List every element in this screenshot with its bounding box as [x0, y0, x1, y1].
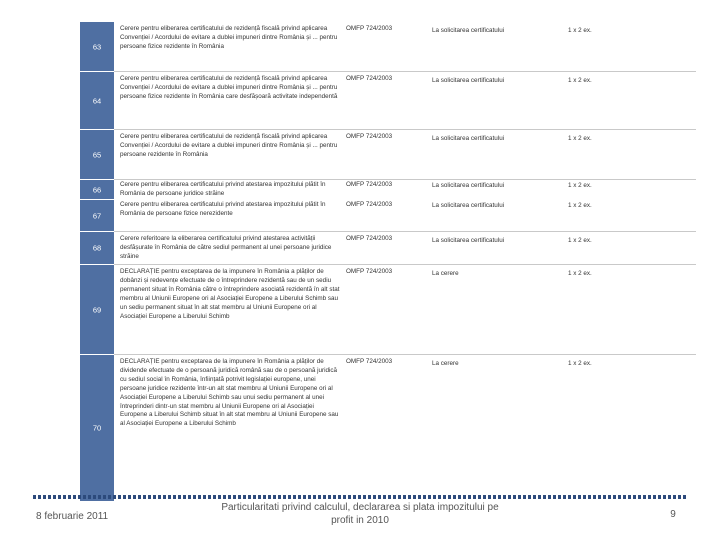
form-description: Cerere referitoare la eliberarea certificatului privind atestarea activității desfășurate în România de către sediul permanent al unei persoane juridice străine	[120, 235, 332, 260]
row-number-cell	[80, 22, 114, 72]
form-description: Cerere pentru eliberarea certificatului de rezidență fiscală privind aplicarea Convenției / Acordului de evitare a dublei impuneri dintre România și ... pentru persoane fizice rezidente în România care desfășoară activitate independentă	[120, 75, 338, 100]
footer-date: 8 februarie 2011	[36, 511, 109, 522]
form-description: DECLARAȚIE pentru exceptarea de la impunere în România a plăților de dividende efectuate de o persoană juridică română sau de o persoană juridică cu sediul social în România, înființată potrivit legislației europene, unei persoane juridice rezidente într-un alt stat membru al Uniunii Europene ori al Asociației Europene a Liberului Schimb sau unui sediu permanent al unei întreprinderi dintr-un stat membru al Uniunii Europene ori al Asociației Europene a Liberului Schimb situat în alt stat membru al Uniunii Europene sau al Asociației Europene a Liberului Schimb	[120, 358, 339, 428]
row-number-cell	[80, 265, 114, 355]
submission-mode: La cerere	[432, 360, 459, 367]
row-number-cell	[80, 200, 114, 232]
copies-count: 1 x 2 ex.	[568, 360, 592, 367]
copies-count: 1 x 2 ex.	[568, 270, 592, 277]
legal-reference: OMFP 724/2003	[346, 268, 393, 275]
row-number-cell	[80, 355, 114, 502]
form-description: Cerere pentru eliberarea certificatului privind atestarea impozitului plătit în România de persoane fizice nerezidente	[120, 201, 326, 217]
row-number-cell	[80, 180, 114, 200]
row-number: 63	[92, 42, 102, 51]
row-number: 70	[92, 423, 102, 433]
copies-count: 1 x 2 ex.	[568, 182, 592, 189]
form-description: Cerere pentru eliberarea certificatului privind atestarea impozitului plătit în România de persoane juridice străine	[120, 181, 326, 197]
legal-reference: OMFP 724/2003	[346, 201, 393, 208]
form-description: Cerere pentru eliberarea certificatului de rezidență fiscală privind aplicarea Convenției / Acordului de evitare a dublei impuneri dintre România și ... pentru persoane fizice rezidente în România	[120, 25, 338, 50]
row-number: 67	[92, 211, 102, 220]
footer-divider	[33, 495, 687, 499]
copies-count: 1 x 2 ex.	[568, 237, 592, 244]
table-row	[80, 72, 696, 130]
legal-reference: OMFP 724/2003	[346, 181, 393, 188]
submission-mode: La solicitarea certificatului	[432, 77, 505, 84]
row-number: 65	[92, 150, 102, 159]
submission-mode: La solicitarea certificatului	[432, 27, 505, 34]
row-number-cell	[80, 72, 114, 130]
form-description: DECLARAȚIE pentru exceptarea de la impunere în România a plăților de dobânzi și redevențe efectuate de o întreprindere rezidentă sau de un sediu permanent situat în România către o întreprindere asociată rezidentă în alt stat membru al Uniunii Europene ori al Asociației Europene a Liberului Schimb sau un sediu permanent situat în alt stat membru al Uniunii Europene ori al Asociației Europene a Liberului Schimb	[120, 268, 340, 320]
submission-mode: La solicitarea certificatului	[432, 202, 505, 209]
submission-mode: La solicitarea certificatului	[432, 135, 505, 142]
copies-count: 1 x 2 ex.	[568, 77, 592, 84]
copies-count: 1 x 2 ex.	[568, 27, 592, 34]
table-row	[80, 355, 696, 502]
row-number: 69	[92, 305, 102, 314]
row-number: 64	[92, 96, 102, 105]
row-number: 68	[92, 243, 102, 253]
copies-count: 1 x 2 ex.	[568, 202, 592, 209]
page-number: 9	[670, 509, 676, 520]
legal-reference: OMFP 724/2003	[346, 358, 393, 365]
table-row	[80, 232, 696, 265]
legal-reference: OMFP 724/2003	[346, 235, 393, 242]
submission-mode: La solicitarea certificatului	[432, 182, 505, 189]
table-row	[80, 200, 696, 232]
legal-reference: OMFP 724/2003	[346, 75, 393, 82]
copies-count: 1 x 2 ex.	[568, 135, 592, 142]
table-row	[80, 130, 696, 180]
row-number-cell	[80, 130, 114, 180]
footer-title: Particularitati privind calculul, declararea si plata impozitului pe profit in 2010	[221, 502, 499, 526]
form-description: Cerere pentru eliberarea certificatului de rezidență fiscală privind aplicarea Convenției / Acordului de evitare a dublei impuneri dintre România și ... pentru persoane rezidente în România	[120, 133, 338, 158]
legal-reference: OMFP 724/2003	[346, 25, 393, 32]
submission-mode: La solicitarea certificatului	[432, 237, 505, 244]
table-row	[80, 22, 696, 72]
row-number-cell	[80, 232, 114, 265]
submission-mode: La cerere	[432, 270, 459, 277]
legal-reference: OMFP 724/2003	[346, 133, 393, 140]
row-number: 66	[92, 185, 102, 194]
table-row	[80, 180, 696, 200]
table-row	[80, 265, 696, 355]
